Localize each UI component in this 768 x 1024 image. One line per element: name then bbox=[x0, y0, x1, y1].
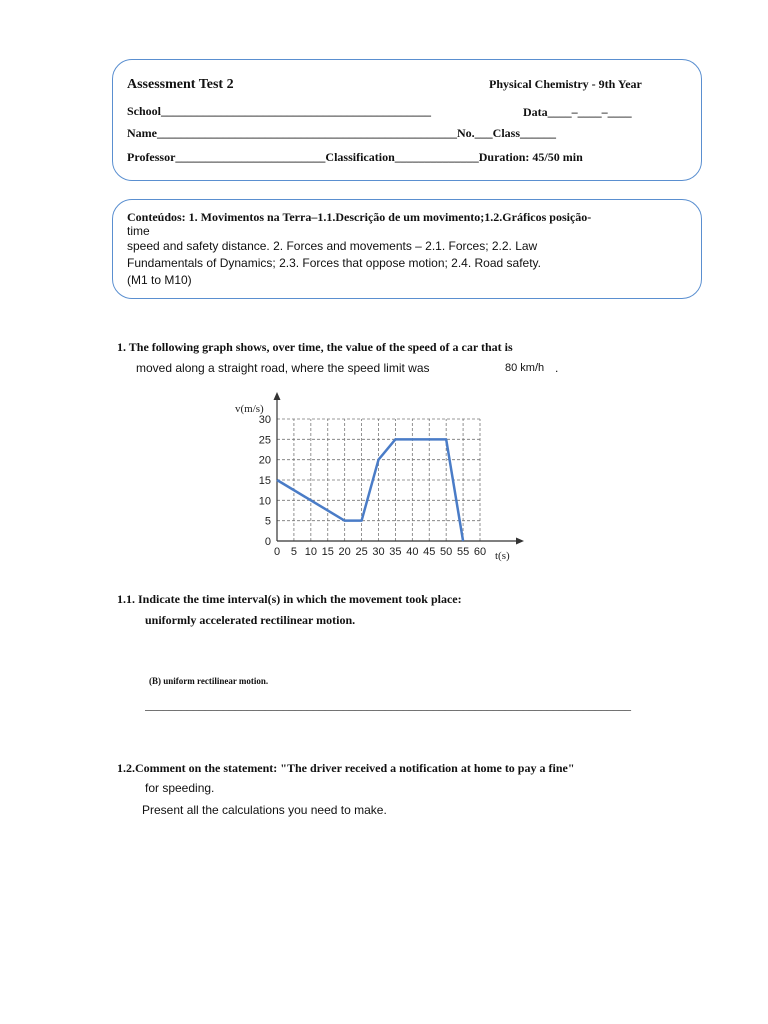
contents-line-2: time bbox=[127, 224, 150, 238]
q1-text-line-2: moved along a straight road, where the speed limit was bbox=[136, 361, 430, 375]
y-tick-label: 15 bbox=[258, 475, 271, 487]
x-tick-label: 50 bbox=[440, 546, 453, 558]
y-tick-label: 5 bbox=[264, 515, 271, 528]
answer-line[interactable]: _________________________________________________________________________________ bbox=[145, 698, 631, 712]
x-tick-label: 20 bbox=[338, 546, 351, 558]
x-axis-arrow bbox=[516, 538, 524, 545]
date-field[interactable]: Data____–____–____ bbox=[523, 105, 632, 119]
professor-field[interactable]: Professor_________________________Classification______________Duration: 45/50 min bbox=[127, 150, 583, 164]
x-tick-label: 40 bbox=[406, 546, 419, 558]
q11-text-line-1: 1.1. Indicate the time interval(s) in which the movement took place: bbox=[117, 592, 462, 606]
y-tick-label: 20 bbox=[258, 454, 271, 467]
contents-line-5: (M1 to M10) bbox=[127, 273, 192, 287]
x-tick-label: 10 bbox=[304, 546, 317, 558]
x-tick-label: 30 bbox=[372, 546, 385, 558]
y-tick-label: 10 bbox=[258, 495, 271, 508]
x-tick-label: 60 bbox=[473, 546, 487, 558]
x-tick-label: 15 bbox=[321, 546, 334, 558]
q11-text-line-2: uniformly accelerated rectilinear motion. bbox=[145, 613, 356, 627]
q12-text-line-3: Present all the calculations you need to make. bbox=[142, 803, 387, 817]
y-tick-label: 30 bbox=[258, 414, 271, 426]
q12-text-line-1: 1.2.Comment on the statement: "The driver received a notification at home to pay a fine" bbox=[117, 761, 575, 775]
x-tick-label: 5 bbox=[290, 546, 297, 558]
test-title: Assessment Test 2 bbox=[127, 77, 234, 92]
x-tick-label: 45 bbox=[423, 546, 436, 558]
y-axis-arrow bbox=[274, 392, 281, 400]
x-tick-label: 55 bbox=[456, 546, 470, 558]
x-tick-label: 25 bbox=[355, 546, 368, 558]
x-axis-label: t(s) bbox=[495, 550, 510, 562]
subject-label: Physical Chemistry - 9th Year bbox=[489, 77, 642, 91]
contents-line-1: Conteúdos: 1. Movimentos na Terra–1.1.Descrição de um movimento;1.2.Gráficos posição- bbox=[127, 210, 592, 224]
y-axis-label: v(m/s) bbox=[235, 403, 264, 415]
y-tick-label: 0 bbox=[264, 536, 271, 548]
q1-period: . bbox=[555, 361, 559, 375]
q12-text-line-2: for speeding. bbox=[145, 781, 215, 795]
speed-limit: 80 km/h bbox=[505, 362, 545, 374]
q11-option-b: (B) uniform rectilinear motion. bbox=[149, 676, 269, 686]
speed-series-line bbox=[277, 439, 463, 541]
contents-line-4: Fundamentals of Dynamics; 2.3. Forces that oppose motion; 2.4. Road safety. bbox=[127, 256, 541, 270]
x-tick-label: 0 bbox=[273, 546, 281, 558]
school-field[interactable]: School_____________________________________________ bbox=[127, 104, 432, 118]
x-tick-label: 35 bbox=[389, 546, 402, 558]
contents-line-3: speed and safety distance. 2. Forces and movements – 2.1. Forces; 2.2. Law bbox=[127, 239, 538, 253]
velocity-time-chart bbox=[230, 388, 530, 563]
q1-text-line-1: 1. The following graph shows, over time, the value of the speed of a car that is bbox=[117, 340, 513, 354]
name-field[interactable]: Name__________________________________________________No.___Class______ bbox=[127, 126, 556, 140]
y-tick-label: 25 bbox=[258, 434, 271, 447]
